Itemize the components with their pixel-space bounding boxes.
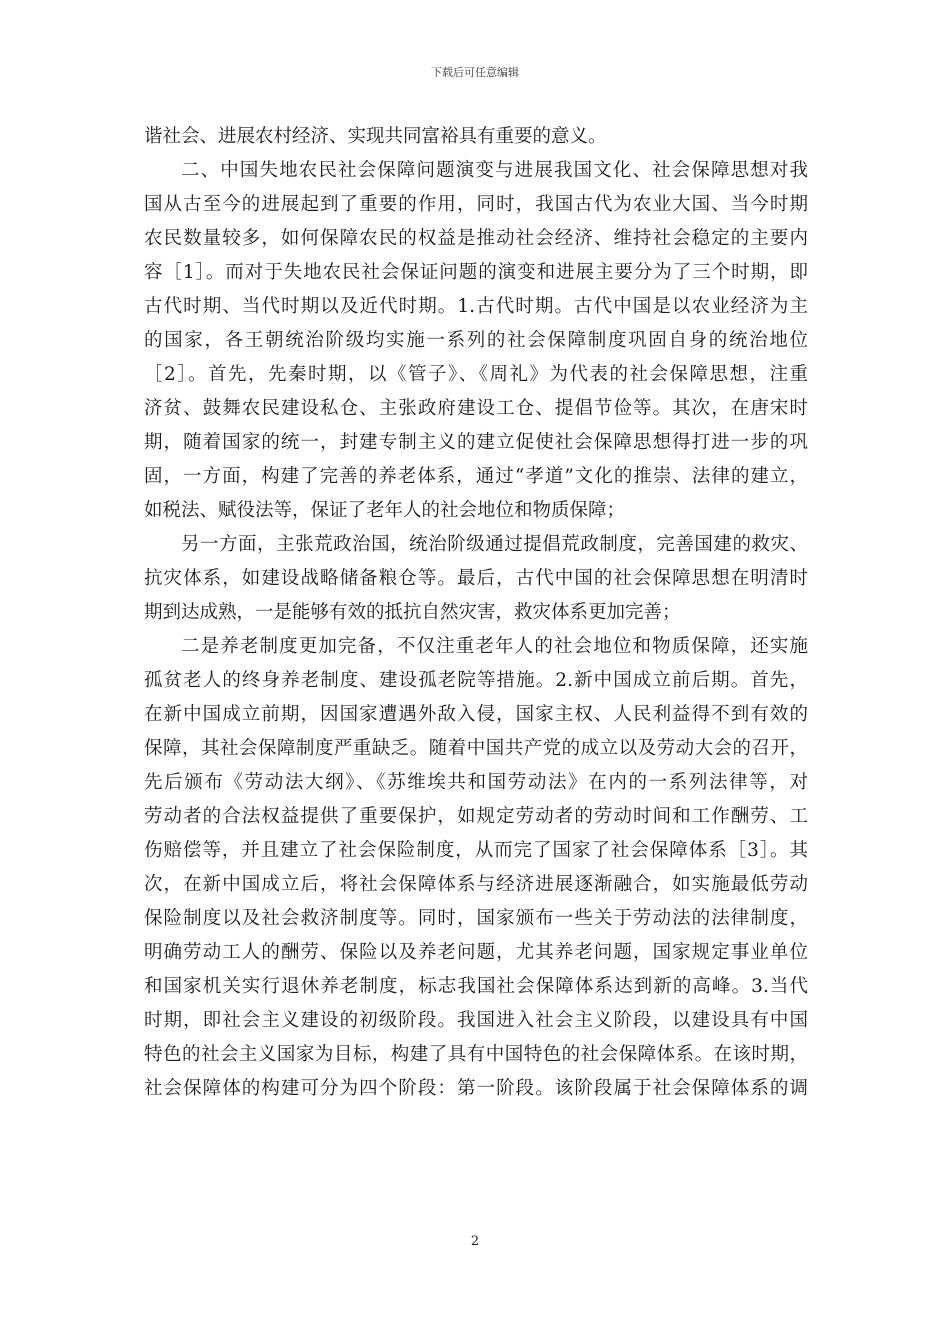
text-line: 劳动者的合法权益提供了重要保护，如规定劳动者的劳动时间和工作酬劳、工 <box>144 806 808 827</box>
text-line: ［2］。首先，先秦时期，以《管子》、《周礼》为代表的社会保障思想，注重 <box>144 364 808 385</box>
text-line: 孤贫老人的终身养老制度、建设孤老院等措施。2.新中国成立前后期。首先， <box>144 670 808 691</box>
page-number: 2 <box>470 1234 480 1249</box>
text-line: 的国家，各王朝统治阶级均实施一系列的社会保障制度巩固自身的统治地位 <box>144 330 808 351</box>
text-line: 伤赔偿等，并且建立了社会保险制度，从而完了国家了社会保障体系［3］。其 <box>144 840 808 861</box>
page-header: 下载后可任意编辑 <box>431 66 519 79</box>
text-line: 二、中国失地农民社会保障问题演变与进展我国文化、社会保障思想对我 <box>181 160 808 181</box>
document-body <box>144 120 808 1106</box>
text-line: 保险制度以及社会救济制度等。同时，国家颁布一些关于劳动法的法律制度， <box>144 908 808 929</box>
text-line: 在新中国成立前期，因国家遭遇外敌入侵，国家主权、人民利益得不到有效的 <box>144 704 808 725</box>
text-line: 和国家机关实行退休养老制度，标志我国社会保障体系达到新的高峰。3.当代 <box>144 976 808 997</box>
text-line: 社会保障体的构建可分为四个阶段：第一阶段。该阶段属于社会保障体系的调 <box>144 1078 808 1099</box>
text-line: 期到达成熟，一是能够有效的抵抗自然灾害，救灾体系更加完善； <box>144 602 681 623</box>
text-line: 先后颁布《劳动法大纲》、《苏维埃共和国劳动法》在内的一系列法律等，对 <box>144 772 808 793</box>
text-line: 保障，其社会保障制度严重缺乏。随着中国共产党的成立以及劳动大会的召开， <box>144 738 808 759</box>
text-line: 国从古至今的进展起到了重要的作用，同时，我国古代为农业大国、当今时期 <box>144 194 808 215</box>
text-line: 济贫、鼓舞农民建设私仓、主张政府建设工仓、提倡节俭等。其次，在唐宋时 <box>144 398 808 419</box>
text-line: 谐社会、进展农村经济、实现共同富裕具有重要的意义。 <box>144 126 607 147</box>
text-line: 农民数量较多，如何保障农民的权益是推动社会经济、维持社会稳定的主要内 <box>144 228 808 249</box>
text-line: 容［1］。而对于失地农民社会保证问题的演变和进展主要分为了三个时期，即 <box>144 262 808 283</box>
text-line: 另一方面，主张荒政治国，统治阶级通过提倡荒政制度，完善国建的救灾、 <box>181 534 808 555</box>
text-line: 特色的社会主义国家为目标，构建了具有中国特色的社会保障体系。在该时期， <box>144 1044 808 1065</box>
text-line: 抗灾体系，如建设战略储备粮仓等。最后，古代中国的社会保障思想在明清时 <box>144 568 808 589</box>
text-line: 古代时期、当代时期以及近代时期。1.古代时期。古代中国是以农业经济为主 <box>144 296 808 317</box>
text-line: 期，随着国家的统一，封建专制主义的建立促使社会保障思想得打进一步的巩 <box>144 432 808 453</box>
text-line: 时期，即社会主义建设的初级阶段。我国进入社会主义阶段，以建设具有中国 <box>144 1010 808 1031</box>
text-line: 二是养老制度更加完备，不仅注重老年人的社会地位和物质保障，还实施 <box>181 636 808 657</box>
text-line: 如税法、赋役法等，保证了老年人的社会地位和物质保障； <box>144 500 626 521</box>
text-line: 次，在新中国成立后，将社会保障体系与经济进展逐渐融合，如实施最低劳动 <box>144 874 808 895</box>
text-line: 明确劳动工人的酬劳、保险以及养老问题，尤其养老问题，国家规定事业单位 <box>144 942 808 963</box>
text-line: 固，一方面，构建了完善的养老体系，通过“孝道”文化的推崇、法律的建立， <box>144 466 808 487</box>
